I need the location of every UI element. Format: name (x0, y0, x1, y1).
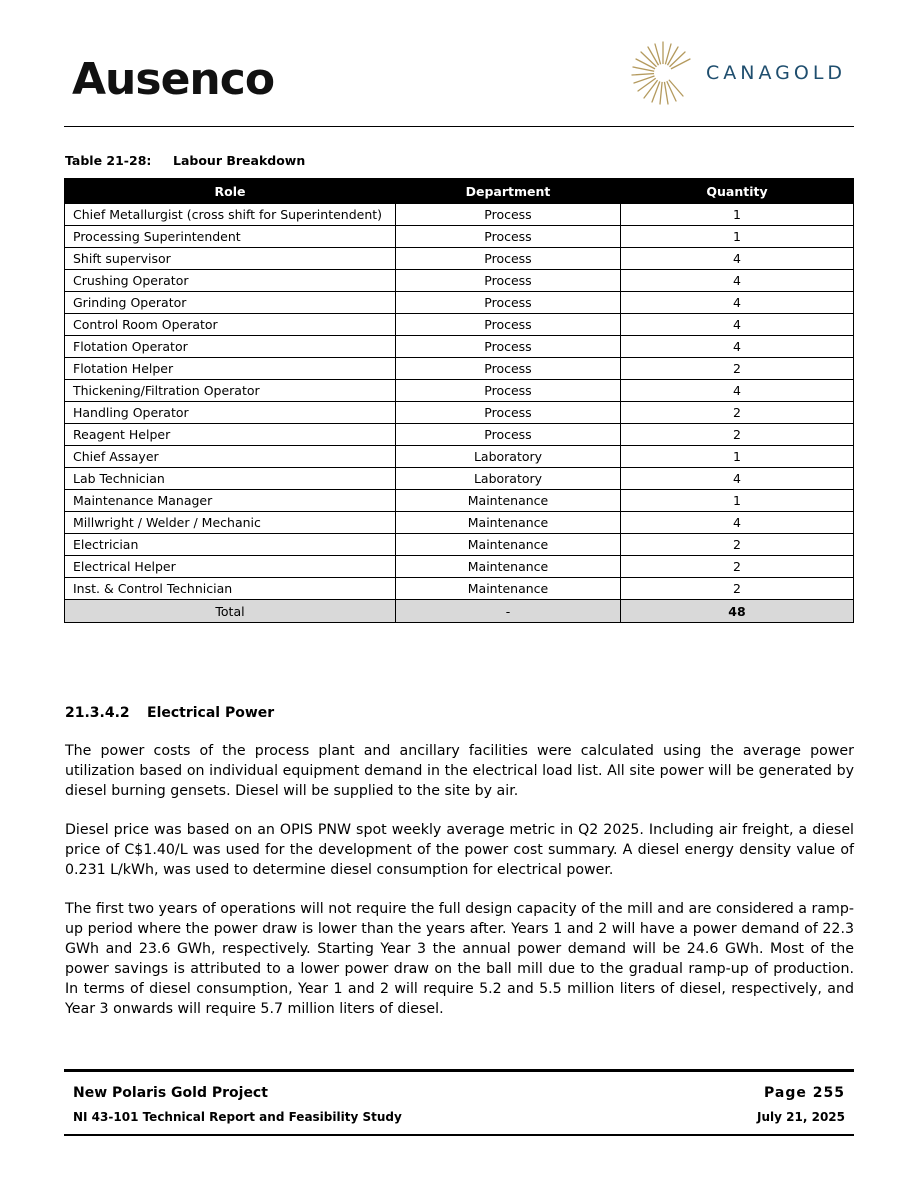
cell-quantity: 4 (621, 314, 854, 336)
footer-page-number: Page 255 (764, 1085, 845, 1101)
paragraph-ramp-up: The first two years of operations will not require the full design capacity of the mill and are considered a ramp-up period where the power draw is lower than the years after. Years 1 and 2 will have a power demand of 22.3 GWh and 23.6 GWh, respectively. Starting Year 3 the annual power demand will be 24.6 GWh. Most of the power savings is attributed to a lower power draw on the ball mill due to the gradual ramp-up of production. In terms of diesel consumption, Year 1 and 2 will require 5.2 and 5.5 million liters of diesel, respectively, and Year 3 onwards will require 5.7 million liters of diesel. (65, 901, 854, 1017)
table-row (65, 468, 854, 490)
cell-quantity: 1 (621, 490, 854, 512)
table-header-row (65, 179, 854, 204)
cell-department: Process (396, 248, 621, 270)
cell-role: Inst. & Control Technician (65, 578, 396, 600)
canagold-logo (630, 40, 846, 106)
table-row (65, 490, 854, 512)
cell-role: Thickening/Filtration Operator (65, 380, 396, 402)
sunburst-icon (630, 40, 696, 106)
cell-quantity: 1 (621, 226, 854, 248)
cell-department: Process (396, 292, 621, 314)
cell-quantity: 2 (621, 358, 854, 380)
cell-department: Laboratory (396, 446, 621, 468)
cell-department: Process (396, 358, 621, 380)
cell-department: Maintenance (396, 578, 621, 600)
table-row (65, 578, 854, 600)
table-caption-title: Labour Breakdown (173, 153, 306, 168)
cell-department: Process (396, 270, 621, 292)
table-row (65, 314, 854, 336)
cell-department: Maintenance (396, 490, 621, 512)
table-row (65, 270, 854, 292)
cell-role: Crushing Operator (65, 270, 396, 292)
footer-divider-bottom (64, 1134, 854, 1136)
cell-quantity: 2 (621, 424, 854, 446)
cell-quantity: 2 (621, 534, 854, 556)
column-header-role: Role (65, 179, 396, 204)
table-caption (65, 153, 305, 168)
cell-quantity: 1 (621, 204, 854, 226)
total-quantity: 48 (621, 600, 854, 623)
cell-department: Process (396, 204, 621, 226)
cell-role: Flotation Operator (65, 336, 396, 358)
column-header-department: Department (396, 179, 621, 204)
header-divider (64, 126, 854, 127)
cell-quantity: 1 (621, 446, 854, 468)
footer-date: July 21, 2025 (757, 1110, 845, 1124)
column-header-quantity: Quantity (621, 179, 854, 204)
cell-role: Processing Superintendent (65, 226, 396, 248)
cell-role: Millwright / Welder / Mechanic (65, 512, 396, 534)
footer-report-title: NI 43-101 Technical Report and Feasibility Study (73, 1110, 402, 1124)
cell-quantity: 2 (621, 402, 854, 424)
paragraph-power-costs: The power costs of the process plant and ancillary facilities were calculated using the average power utilization based on individual equipment demand in the electrical load list. All site power will be generated by diesel burning gensets. Diesel will be supplied to the site by air. (65, 743, 854, 799)
cell-department: Process (396, 226, 621, 248)
paragraph-diesel-price: Diesel price was based on an OPIS PNW spot weekly average metric in Q2 2025. Including air freight, a diesel price of C$1.40/L was used for the development of the power cost summary. A diesel energy density value of 0.231 L/kWh, was used to determine diesel consumption for electrical power. (65, 822, 854, 878)
table-row (65, 424, 854, 446)
cell-role: Chief Metallurgist (cross shift for Superintendent) (65, 204, 396, 226)
section-number: 21.3.4.2 (65, 705, 130, 721)
cell-quantity: 4 (621, 336, 854, 358)
footer-project-name: New Polaris Gold Project (73, 1085, 268, 1101)
cell-department: Process (396, 380, 621, 402)
table-row (65, 446, 854, 468)
canagold-logo-text: CANAGOLD (706, 62, 847, 84)
cell-role: Chief Assayer (65, 446, 396, 468)
cell-quantity: 2 (621, 556, 854, 578)
cell-quantity: 4 (621, 380, 854, 402)
table-row (65, 512, 854, 534)
ausenco-logo-text: Ausenco (72, 54, 275, 105)
cell-quantity: 2 (621, 578, 854, 600)
labour-breakdown-table (64, 178, 854, 623)
cell-role: Handling Operator (65, 402, 396, 424)
table-row (65, 534, 854, 556)
table-row (65, 556, 854, 578)
cell-role: Grinding Operator (65, 292, 396, 314)
cell-quantity: 4 (621, 248, 854, 270)
cell-role: Control Room Operator (65, 314, 396, 336)
cell-role: Maintenance Manager (65, 490, 396, 512)
cell-role: Reagent Helper (65, 424, 396, 446)
table-row (65, 226, 854, 248)
cell-department: Laboratory (396, 468, 621, 490)
table-row (65, 336, 854, 358)
cell-quantity: 4 (621, 468, 854, 490)
table-total-row (65, 600, 854, 623)
cell-department: Maintenance (396, 512, 621, 534)
cell-role: Electrician (65, 534, 396, 556)
cell-department: Process (396, 336, 621, 358)
cell-role: Shift supervisor (65, 248, 396, 270)
section-heading (65, 705, 274, 721)
footer-divider-top (64, 1069, 854, 1072)
table-caption-number: Table 21-28: (65, 153, 152, 168)
table-row (65, 204, 854, 226)
cell-role: Flotation Helper (65, 358, 396, 380)
table-row (65, 380, 854, 402)
table-row (65, 248, 854, 270)
cell-quantity: 4 (621, 292, 854, 314)
table-row (65, 402, 854, 424)
cell-department: Process (396, 402, 621, 424)
cell-department: Process (396, 314, 621, 336)
section-title: Electrical Power (147, 705, 275, 721)
cell-role: Electrical Helper (65, 556, 396, 578)
cell-quantity: 4 (621, 270, 854, 292)
cell-department: Maintenance (396, 556, 621, 578)
cell-quantity: 4 (621, 512, 854, 534)
cell-department: Maintenance (396, 534, 621, 556)
table-row (65, 358, 854, 380)
total-department: - (396, 600, 621, 623)
cell-department: Process (396, 424, 621, 446)
cell-role: Lab Technician (65, 468, 396, 490)
total-label: Total (65, 600, 396, 623)
table-row (65, 292, 854, 314)
ausenco-logo (72, 56, 274, 104)
